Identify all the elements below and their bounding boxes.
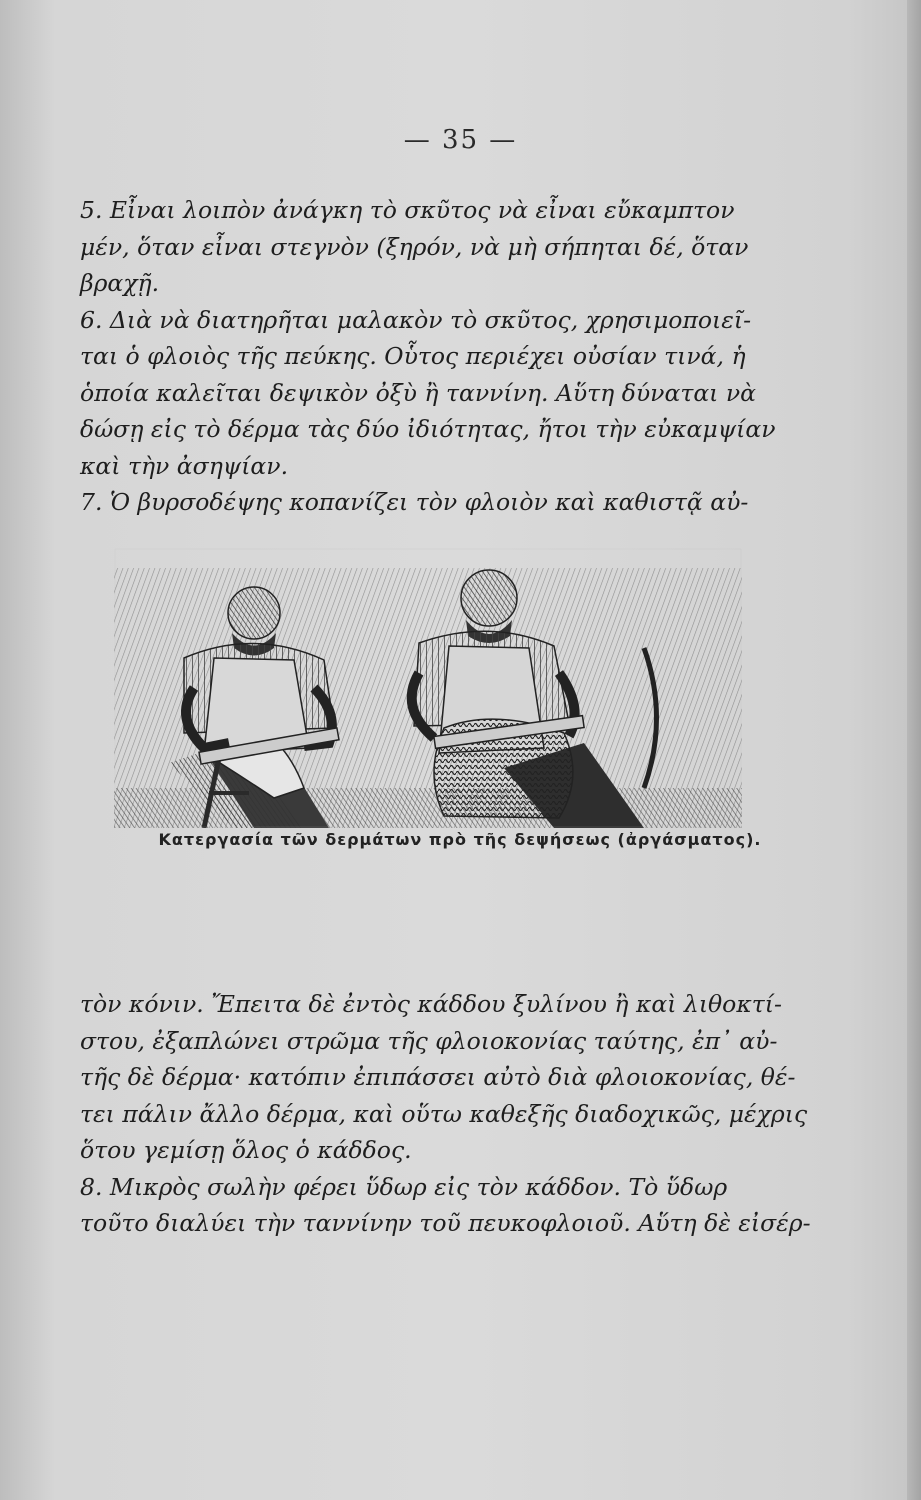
figure-caption: Κατεργασία τῶν δερμάτων πρὸ τῆς δεψήσεως (ἀργάσματος). [158,830,762,849]
text-line: 7. Ὁ βυρσοδέψης κοπανίζει τὸν φλοιὸν καὶ καθιστᾷ αὐ- [80,488,749,516]
text-line: ὁποία καλεῖται δεψικὸν ὀξὺ ἢ ταννίνη. Αὕτη δύναται νὰ [80,378,757,407]
text-line: τὸν κόνιν. Ἔπειτα δὲ ἐντὸς κάδδου ξυλίνου ἢ καὶ λιθοκτί- [80,990,782,1018]
text-line: βραχῇ. [80,269,160,297]
text-line: δώσῃ εἰς τὸ δέρμα τὰς δύο ἰδιότητας, ἤτοι τὴν εὐκαμψίαν [80,415,776,443]
text-block-top [80,192,780,521]
text-line: 8. Μικρὸς σωλὴν φέρει ὕδωρ εἰς τὸν κάδδον. Τὸ ὕδωρ [80,1172,728,1201]
text-line: τῆς δὲ δέρμα· κατόπιν ἐπιπάσσει αὐτὸ διὰ φλοιοκονίας, θέ- [80,1063,796,1091]
text-line: μέν, ὅταν εἶναι στεγνὸν (ξηρόν, νὰ μὴ σήπηται δέ, ὅταν [80,232,749,261]
engraving-illustration [114,548,742,828]
tanners-engraving-svg [114,548,742,828]
text-line: τοῦτο διαλύει τὴν ταννίνην τοῦ πευκοφλοιοῦ. Αὕτη δὲ εἰσέρ- [80,1209,811,1237]
book-spine-shadow [907,0,921,1500]
text-line: τει πάλιν ἄλλο δέρμα, καὶ οὕτω καθεξῆς διαδοχικῶς, μέχρις [80,1099,808,1128]
text-line: καὶ τὴν ἀσηψίαν. [80,451,289,480]
text-line: στου, ἐξαπλώνει στρῶμα τῆς φλοιοκονίας ταύτης, ἐπ᾽ αὐ- [80,1026,778,1055]
text-line: 5. Εἶναι λοιπὸν ἀνάγκη τὸ σκῦτος νὰ εἶναι εὔκαμπτον [80,196,735,224]
text-line: ὅτου γεμίσῃ ὅλος ὁ κάδδος. [80,1136,412,1164]
text-line: 6. Διὰ νὰ διατηρῆται μαλακὸν τὸ σκῦτος, χρησιμοποιεῖ- [80,305,752,334]
page-number: — 35 — [403,125,518,155]
text-line: ται ὁ φλοιὸς τῆς πεύκης. Οὗτος περιέχει οὐσίαν τινά, ἡ [80,342,746,370]
text-block-bottom [80,986,811,1242]
